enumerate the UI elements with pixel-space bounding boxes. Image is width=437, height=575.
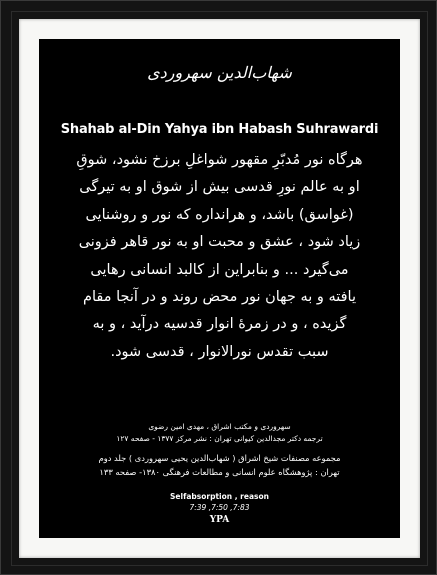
persian-calligraphy-title: شهاب‌الدین سهروردی xyxy=(147,63,292,82)
quote-line: زیاد شود ، عشق و محبت او به نور قاهر فزونی xyxy=(78,234,361,251)
footer-tags: Selfabsorption , reason xyxy=(170,492,269,501)
citation-collected-works: مجموعه مصنفات شیخ اشراق ( شهاب‌الدین یحیی سهروردی ) جلد دوم xyxy=(98,453,341,463)
quote-line: هرگاه نور مُدبّرِ مقهور شواغلِ برزخ نشود، شوقِ xyxy=(76,152,363,168)
quote-line: او به عالم نورِ قدسی بیش از شوق او به تیرگی xyxy=(79,179,360,196)
footer-mark: YPA xyxy=(209,515,230,525)
footer-references: 7:39 ,7:50 ,7:83 xyxy=(189,503,250,512)
quote-line: (غواسق) باشد، و هرانداره که نور و روشنایی xyxy=(85,206,354,223)
quote-poster xyxy=(39,39,400,538)
citation-translation: ترجمه دکتر مجدالدین کیوانی تهران : نشر مرکز ۱۳۷۷ - صفحه ۱۲۷ xyxy=(116,434,323,443)
citation-book-author: سهروردی و مکتب اشراق ، مهدی امین رضوی xyxy=(148,422,291,431)
quote-line: گزیده ، و در زمرۀ انوار قدسیه درآید ، و به xyxy=(92,316,347,333)
quote-line: یافته و به جهان نور محض روند و در آنجا مقام xyxy=(82,289,357,306)
quote-line: می‌گیرد ... و بنابراین از کالبد انسانی رهایی xyxy=(90,261,349,278)
persian-quote xyxy=(51,147,388,366)
citation-publisher: تهران : پژوهشگاه علوم انسانی و مطالعات فرهنگی ۱۳۸۰- صفحه ۱۳۳ xyxy=(99,467,340,477)
source-citations xyxy=(49,421,390,479)
poster-footer xyxy=(39,491,400,527)
english-author-name: Shahab al-Din Yahya ibn Habash Suhrawardi xyxy=(60,122,379,137)
quote-line: سبب تقدس نورالانوار ، قدسی شود. xyxy=(110,343,329,360)
